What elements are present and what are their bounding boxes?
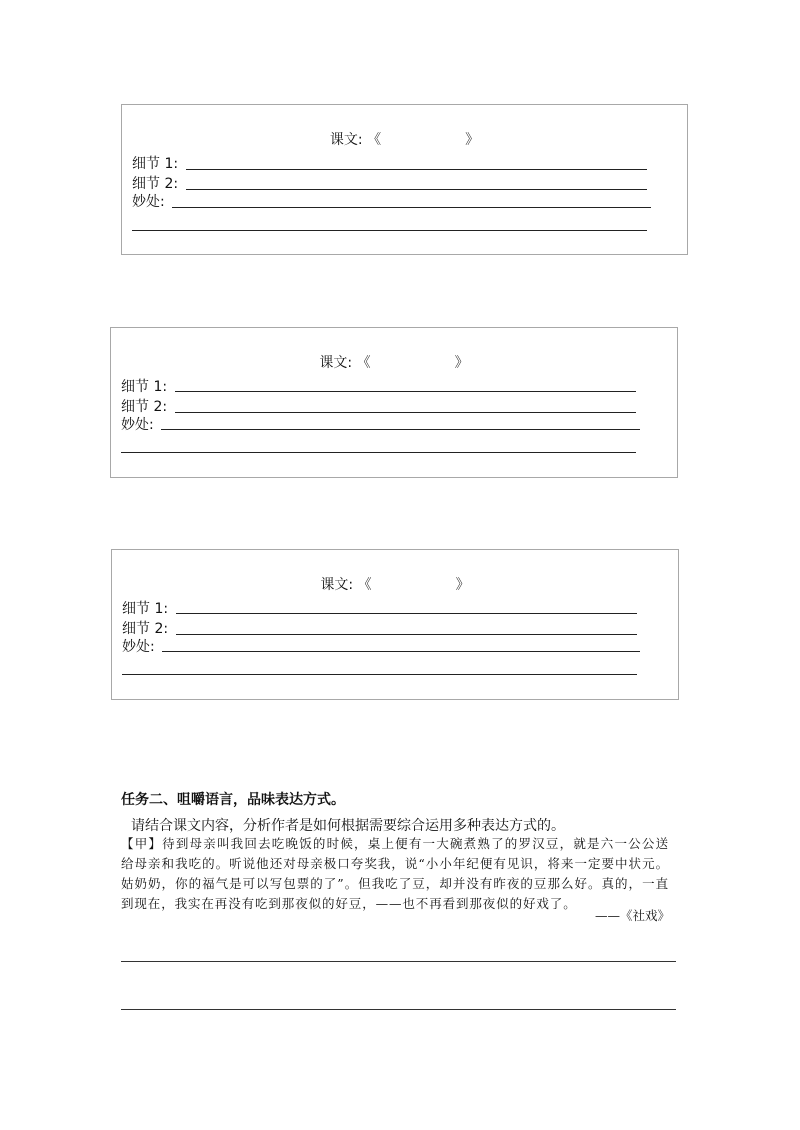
detail-2-blank[interactable] xyxy=(186,189,647,190)
detail-2-label: 细节 2: xyxy=(132,176,179,192)
merit-label: 妙处: xyxy=(132,194,165,210)
merit-blank[interactable] xyxy=(162,651,640,652)
detail-2-blank[interactable] xyxy=(175,412,636,413)
detail-1-blank[interactable] xyxy=(175,391,636,392)
lesson-card-1 xyxy=(121,104,688,255)
detail-1-blank[interactable] xyxy=(186,169,647,170)
merit-blank[interactable] xyxy=(161,429,640,430)
passage-source: ——《社戏》 xyxy=(594,908,670,923)
task-prompt: 请结合课文内容，分析作者是如何根据需要综合运用多种表达方式的。 xyxy=(131,818,565,834)
merit-label: 妙处: xyxy=(121,417,154,433)
detail-1-blank[interactable] xyxy=(176,613,637,614)
merit-blank-extra[interactable] xyxy=(122,674,637,675)
card-title: 课文: 《 》 xyxy=(329,132,480,148)
detail-2-blank[interactable] xyxy=(176,634,637,635)
detail-1-label: 细节 1: xyxy=(132,156,179,172)
card-title: 课文: 《 》 xyxy=(320,577,470,593)
detail-2-label: 细节 2: xyxy=(122,621,169,637)
passage-text: 【甲】待到母亲叫我回去吃晚饭的时候，桌上便有一大碗煮熟了的罗汉豆，就是六一公公送给母亲和我吃的。听说他还对母亲极口夸奖我，说“小小年纪便有见识，将来一定要中状元。姑奶奶，你的福气是可以写包票的了”。但我吃了豆，却并没有昨夜的豆那么好。真的，一直到现在，我实在再没有吃到那夜似的好豆，——也不再看到那夜似的好戏了。 xyxy=(121,836,669,911)
detail-2-label: 细节 2: xyxy=(121,399,168,415)
merit-blank-extra[interactable] xyxy=(132,230,647,231)
detail-1-label: 细节 1: xyxy=(122,601,169,617)
merit-blank-extra[interactable] xyxy=(121,452,636,453)
card-title: 课文: 《 》 xyxy=(319,355,469,371)
answer-line-1[interactable] xyxy=(121,961,676,962)
task-title: 任务二、咀嚼语言，品味表达方式。 xyxy=(121,792,345,808)
answer-line-2[interactable] xyxy=(121,1009,676,1010)
lesson-card-3 xyxy=(111,549,679,700)
lesson-card-2 xyxy=(110,327,678,478)
detail-1-label: 细节 1: xyxy=(121,379,168,395)
merit-blank[interactable] xyxy=(172,207,651,208)
merit-label: 妙处: xyxy=(122,639,155,655)
